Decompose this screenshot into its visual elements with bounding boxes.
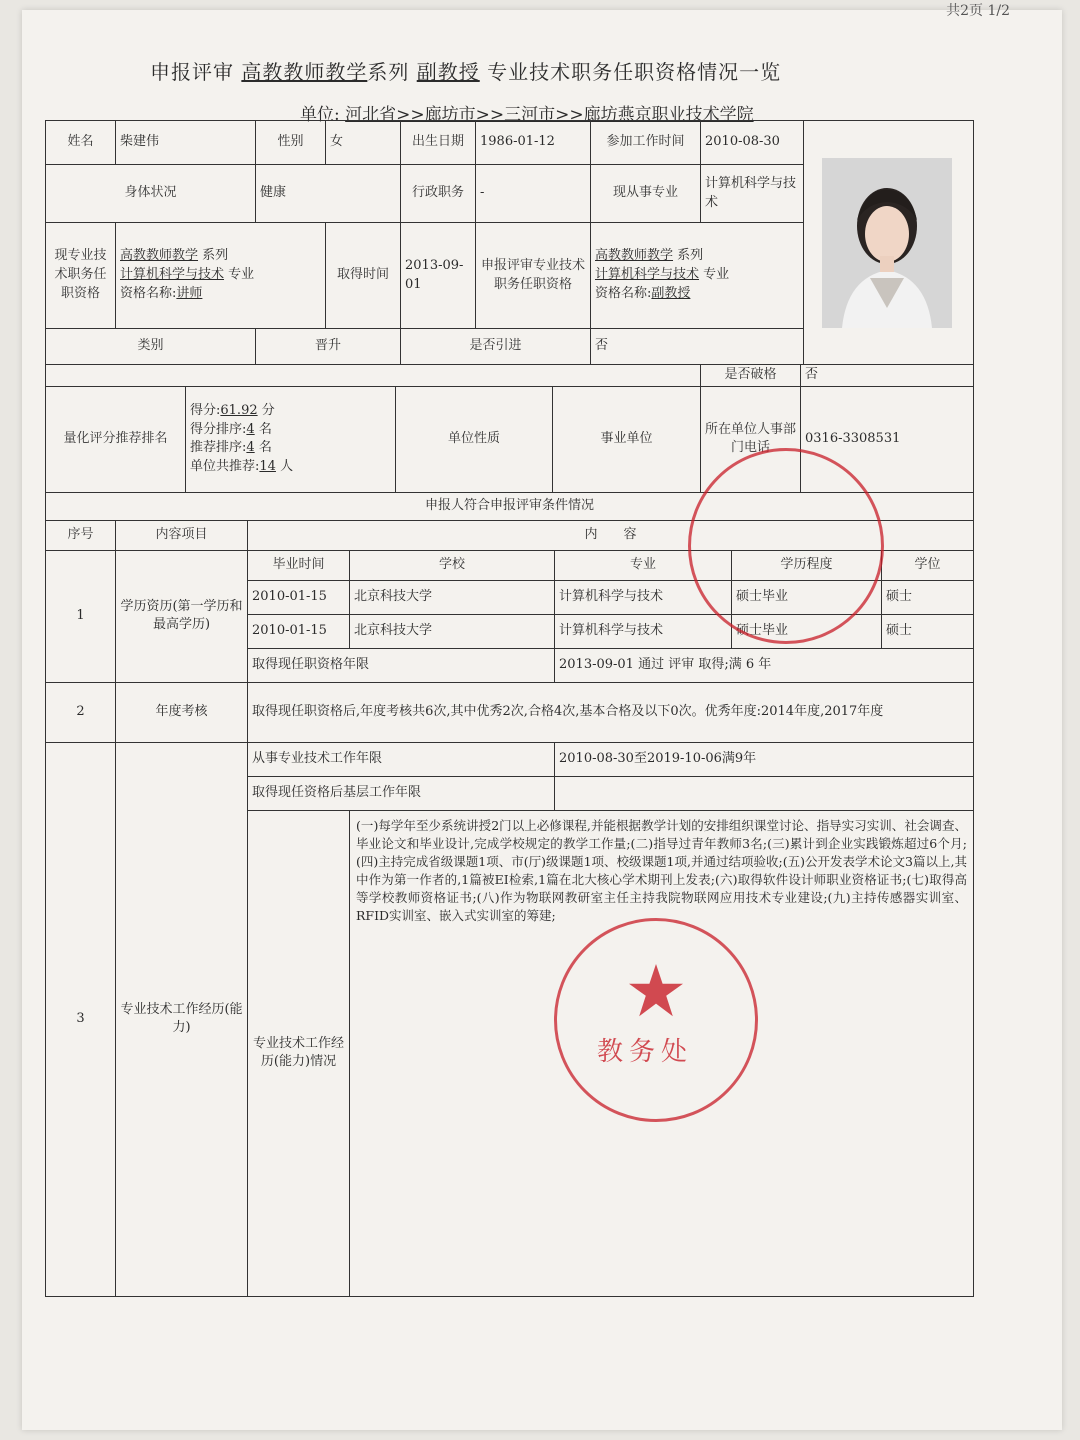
current-major: 计算机科学与技术 [120,267,225,283]
edu-header-grad-time: 毕业时间 [248,550,350,580]
apply-qual-name-label: 资格名称: [595,285,652,301]
unit-label: 单位: [300,105,340,125]
title-series: 高教教师教学 [241,60,368,84]
name-label: 姓名 [46,121,116,165]
edu-row1-level: 硕士毕业 [732,580,882,614]
gender-label: 性别 [256,121,326,165]
current-major-suffix: 专业 [228,267,255,283]
annual-no: 2 [46,682,116,742]
exception-label: 是否破格 [701,365,801,387]
no-header: 序号 [46,520,116,550]
edu-row2-major: 计算机科学与技术 [555,614,732,648]
current-qual-name-label: 资格名称: [120,285,177,301]
rec-rank-unit: 名 [258,440,272,456]
total-rec-label: 单位共推荐: [190,459,260,475]
current-qual-name: 讲师 [176,285,203,301]
total-rec-unit: 人 [280,459,294,475]
edu-row1-major: 计算机科学与技术 [555,580,732,614]
grassroots-years-value [555,776,974,810]
star-icon [626,961,686,1021]
edu-header-school: 学校 [350,550,555,580]
annual-text: 取得现任职资格后,年度考核共6次,其中优秀2次,合格4次,基本合格及以下0次。优秀年度:2014年度,2017年度 [248,682,974,742]
score-label: 得分: [190,402,221,418]
score-unit: 分 [261,402,275,418]
gender-value: 女 [326,121,401,165]
introduced-label: 是否引进 [401,329,591,365]
score-rank-value: 4 [246,421,255,437]
rec-rank-label: 推荐排序: [190,440,247,456]
category-value: 晋升 [256,329,401,365]
work-years-value: 2010-08-30至2019-10-06满9年 [555,742,974,776]
major-value: 计算机科学与技术 [701,165,804,223]
edu-row1-school: 北京科技大学 [350,580,555,614]
apply-qual-label: 申报评审专业技术职务任职资格 [476,223,591,329]
category-label: 类别 [46,329,256,365]
apply-qual-name: 副教授 [651,285,691,301]
admin-value: - [476,165,591,223]
unit-nature-value: 事业单位 [553,386,701,492]
edu-row2-level: 硕士毕业 [732,614,882,648]
work-no: 3 [46,742,116,1296]
college-seal-stamp [688,448,884,644]
edu-row1-degree: 硕士 [882,580,974,614]
edu-no: 1 [46,550,116,682]
edu-row2-degree: 硕士 [882,614,974,648]
academic-affairs-stamp [554,918,758,1122]
admin-label: 行政职务 [401,165,476,223]
work-detail-label: 专业技术工作经历(能力)情况 [248,810,350,1296]
grassroots-years-label: 取得现任资格后基层工作年限 [248,776,555,810]
birth-label: 出生日期 [401,121,476,165]
exception-value: 否 [801,365,974,387]
total-rec-value: 14 [259,459,276,475]
edu-header-major: 专业 [555,550,732,580]
annual-item: 年度考核 [116,682,248,742]
current-series: 高教教师教学 [120,248,199,264]
edu-item: 学历资历(第一学历和最高学历) [116,550,248,682]
edu-header-degree-level: 学历程度 [732,550,882,580]
edu-header-degree: 学位 [882,550,974,580]
unit-value: 河北省>>廊坊市>>三河市>>廊坊燕京职业技术学院 [345,105,754,125]
score-rank-label: 得分排序: [190,421,247,437]
applicant-photo [822,158,952,328]
health-value: 健康 [256,165,401,223]
hr-phone-label: 所在单位人事部门电话 [701,386,801,492]
stamp-label: 教务处 [597,1037,694,1067]
apply-series: 高教教师教学 [595,248,674,264]
title-suffix: 专业技术职务任职资格情况一览 [487,60,782,84]
conditions-section-title: 申报人符合申报评审条件情况 [46,492,974,520]
major-label: 现从事专业 [591,165,701,223]
edu-row1-time: 2010-01-15 [248,580,350,614]
edu-row2-school: 北京科技大学 [350,614,555,648]
title-series-suffix: 系列 [367,60,410,84]
apply-qual-value [591,223,804,329]
evaluation-label: 量化评分推荐排名 [46,386,186,492]
introduced-value: 否 [591,329,804,365]
item-header: 内容项目 [116,520,248,550]
current-qual-label: 现专业技术职务任职资格 [46,223,116,329]
work-date-label: 参加工作时间 [591,121,701,165]
obtain-date-value: 2013-09-01 [401,223,476,329]
rec-rank-value: 4 [246,440,255,456]
qual-years-label: 取得现任职资格年限 [248,648,555,682]
work-detail-text: (一)每学年至少系统讲授2门以上必修课程,并能根据教学计划的安排组织课堂讨论、指导实习实训、社会调查、毕业论文和毕业设计,完成学校规定的教学工作量;(二)指导过青年教师3名;(三)累计到企业实践锻炼超过6个月;(四)主持完成省级课题1项、市(厅)级课题1项、校级课题1项,并通过结项验收;(五)公开发表学术论文3篇以上,其中作为第一作者的,1篇被EI检索,1篇在北大核心学术期刊上发表;(六)取得软件设计师职业资格证书;(七)取得高等学校教师资格证书;(八)作为物联网教研室主任主持我院物联网应用技术专业建设;(九)主持传感器实训室、RFID实训室、嵌入式实训室的筹建; [350,810,974,1296]
hr-phone-value: 0316-3308531 [801,386,974,492]
apply-series-suffix: 系列 [677,248,704,264]
current-series-suffix: 系列 [202,248,229,264]
obtain-date-label: 取得时间 [326,223,401,329]
qual-years-value: 2013-09-01 通过 评审 取得;满 6 年 [555,648,974,682]
content-header: 内 容 [248,520,974,550]
document-title [150,56,870,88]
unit-nature-label: 单位性质 [396,386,553,492]
current-qual-value [116,223,326,329]
page-number: 共2页 1/2 [946,3,1010,19]
apply-major-suffix: 专业 [703,267,730,283]
score-value: 61.92 [220,402,258,418]
birth-value: 1986-01-12 [476,121,591,165]
work-years-label: 从事专业技术工作年限 [248,742,555,776]
name-value: 柴建伟 [116,121,256,165]
work-date-value: 2010-08-30 [701,121,804,165]
edu-row2-time: 2010-01-15 [248,614,350,648]
health-label: 身体状况 [46,165,256,223]
conditions-table [45,520,974,1297]
portrait-image [822,158,952,328]
title-rank: 副教授 [416,60,480,84]
work-item: 专业技术工作经历(能力) [116,742,248,1296]
title-prefix: 申报评审 [150,60,234,84]
evaluation-scores [186,386,396,492]
apply-major: 计算机科学与技术 [595,267,700,283]
score-rank-unit: 名 [258,421,272,437]
